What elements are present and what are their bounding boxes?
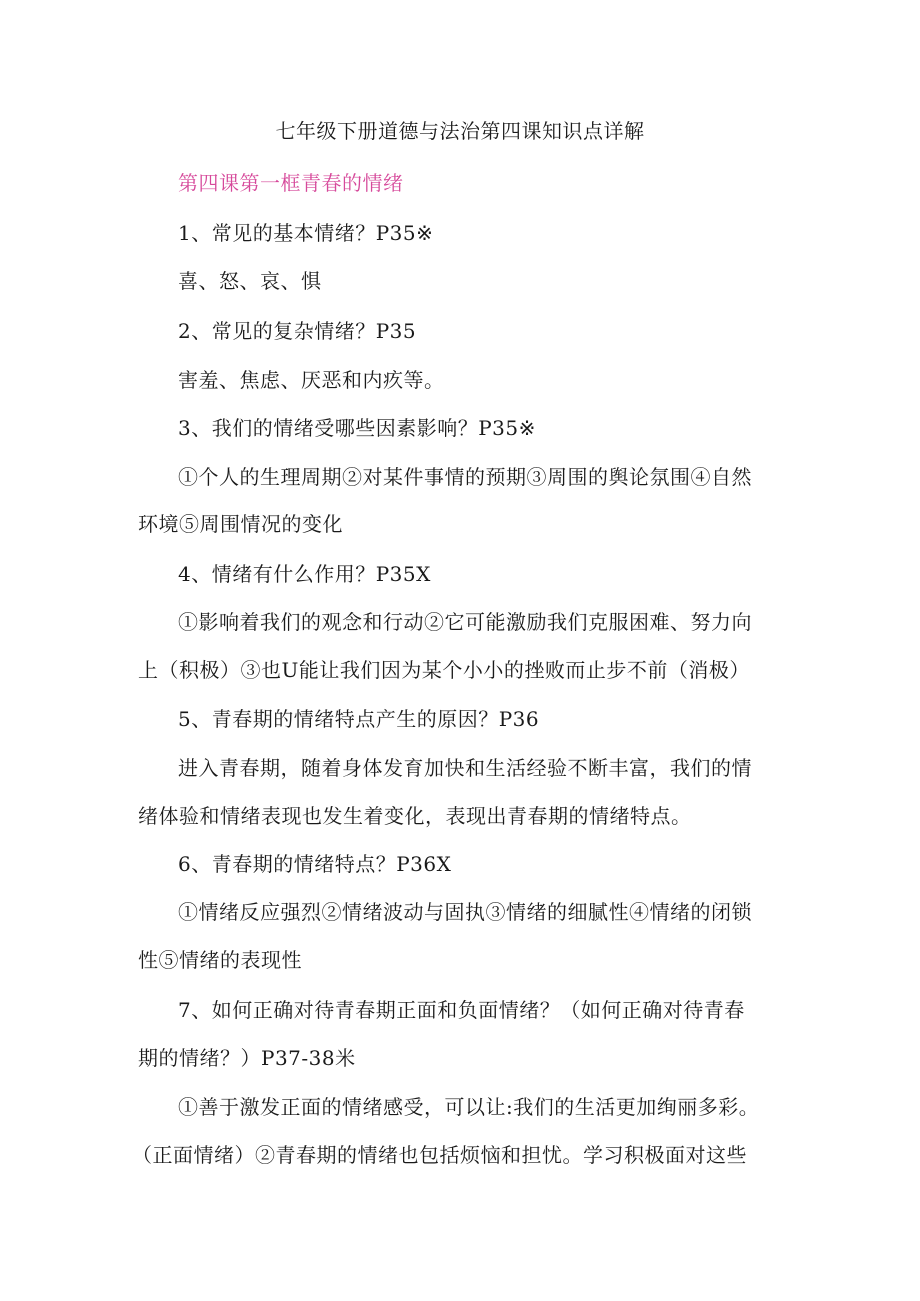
question-7-line-2: 期的情绪？）P37-38米 — [138, 1046, 356, 1070]
answer-1: 喜、怒、哀、惧 — [178, 269, 322, 293]
answer-7-line-2: （正面情绪）②青春期的情绪也包括烦恼和担忧。学习积极面对这些 — [132, 1143, 747, 1167]
question-2: 2、常见的复杂情绪？P35 — [178, 319, 417, 343]
question-5: 5、青春期的情绪特点产生的原因？P36 — [178, 707, 540, 731]
section-heading: 第四课第一框青春的情绪 — [178, 171, 404, 195]
answer-7-line-1: ①善于激发正面的情绪感受，可以让:我们的生活更加绚丽多彩。 — [178, 1095, 760, 1119]
question-4: 4、情绪有什么作用？P35X — [178, 562, 431, 586]
answer-5-line-2: 绪体验和情绪表现也发生着变化，表现出青春期的情绪特点。 — [138, 804, 692, 828]
question-7-line-1: 7、如何正确对待青春期正面和负面情绪？（如何正确对待青春 — [178, 998, 745, 1022]
question-3: 3、我们的情绪受哪些因素影响？P35※ — [178, 416, 536, 440]
answer-4-line-1: ①影响着我们的观念和行动②它可能激励我们克服困难、努力向 — [178, 610, 752, 634]
answer-6-line-2: 性⑤情绪的表现性 — [138, 948, 302, 972]
answer-4-line-2: 上（积极）③也U能让我们因为某个小小的挫败而止步不前（消极） — [138, 658, 750, 682]
page-title: 七年级下册道德与法治第四课知识点详解 — [275, 119, 645, 143]
answer-5-line-1: 进入青春期，随着身体发育加快和生活经验不断丰富，我们的情 — [178, 756, 752, 780]
question-1: 1、常见的基本情绪？P35※ — [178, 221, 434, 245]
answer-3-line-1: ①个人的生理周期②对某件事情的预期③周围的舆论氛围④自然 — [178, 465, 752, 489]
answer-2: 害羞、焦虑、厌恶和内疚等。 — [178, 368, 445, 392]
question-6: 6、青春期的情绪特点？P36X — [178, 852, 452, 876]
answer-3-line-2: 环境⑤周围情况的变化 — [138, 512, 343, 536]
answer-6-line-1: ①情绪反应强烈②情绪波动与固执③情绪的细腻性④情绪的闭锁 — [178, 900, 752, 924]
